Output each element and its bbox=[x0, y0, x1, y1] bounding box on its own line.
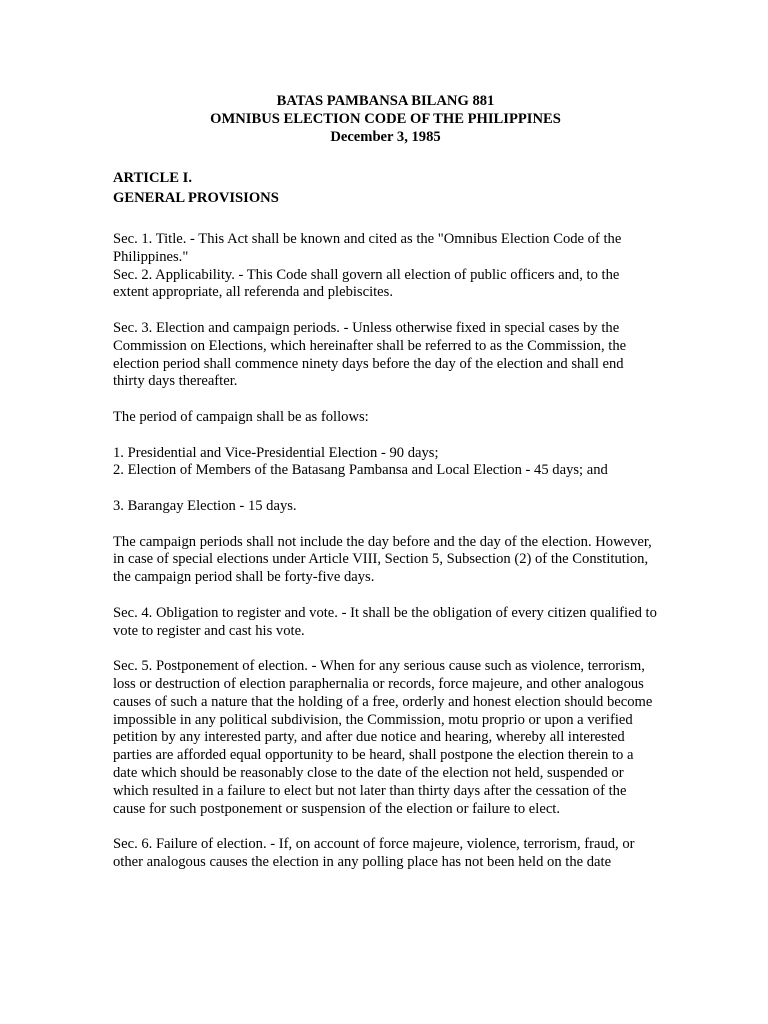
campaign-list-item: 2. Election of Members of the Batasang Pambansa and Local Election - 45 days; and bbox=[113, 462, 608, 479]
document-date: December 3, 1985 bbox=[330, 129, 441, 145]
document-body bbox=[113, 231, 658, 872]
section-6-paragraph: Sec. 6. Failure of election. - If, on account of force majeure, violence, terrorism, fraud, or other analogous causes the election in any polling place has not been held on the date bbox=[113, 836, 635, 870]
document-title-line: BATAS PAMBANSA BILANG 881 bbox=[276, 93, 495, 109]
section-1-paragraph: Sec. 1. Title. - This Act shall be known and cited as the "Omnibus Election Code of the Philippines." bbox=[113, 231, 622, 265]
section-4-paragraph: Sec. 4. Obligation to register and vote. - It shall be the obligation of every citizen qualified to vote to register and cast his vote. bbox=[113, 604, 657, 639]
campaign-note-paragraph: The campaign periods shall not include the day before and the day of the election. However, in case of special elections under Article VIII, Section 5, Subsection (2) of the Constitution, the campaign period shall be forty-five days. bbox=[113, 533, 652, 586]
article-heading: ARTICLE I. bbox=[113, 170, 192, 186]
document-title-block bbox=[113, 92, 658, 146]
section-5-paragraph: Sec. 5. Postponement of election. - When for any serious cause such as violence, terrorism, loss or destruction of election paraphernalia or records, force majeure, and other analogous causes of such a nature that the holding of a free, orderly and honest election should become impossible in any political subdivision, the Commission, motu proprio or upon a verified petition by any interested party, and after due notice and hearing, whereby all interested parties are afforded equal opportunity to be heard, shall postpone the election therein to a date which should be reasonably close to the date of the election not held, suspended or which resulted in a failure to elect but not later than thirty days after the cessation of the cause for such postponement or suspension of the election or failure to elect. bbox=[113, 658, 653, 817]
document-title-line: OMNIBUS ELECTION CODE OF THE PHILIPPINES bbox=[210, 111, 561, 127]
campaign-list-item: 1. Presidential and Vice-Presidential Election - 90 days; bbox=[113, 444, 439, 461]
article-subheading: GENERAL PROVISIONS bbox=[113, 190, 279, 206]
section-2-paragraph: Sec. 2. Applicability. - This Code shall govern all election of public officers and, to the extent appropriate, all referenda and plebiscites. bbox=[113, 266, 620, 301]
campaign-list-item: 3. Barangay Election - 15 days. bbox=[113, 497, 297, 514]
article-heading-block bbox=[113, 168, 658, 208]
section-3-paragraph: Sec. 3. Election and campaign periods. - Unless otherwise fixed in special cases by the Commission on Elections, which hereinafter shall be referred to as the Commission, the election period shall commence ninety days before the day of the election and shall end thirty days thereafter. bbox=[113, 319, 627, 390]
campaign-intro-paragraph: The period of campaign shall be as follows: bbox=[113, 408, 369, 425]
document-page bbox=[113, 92, 658, 872]
